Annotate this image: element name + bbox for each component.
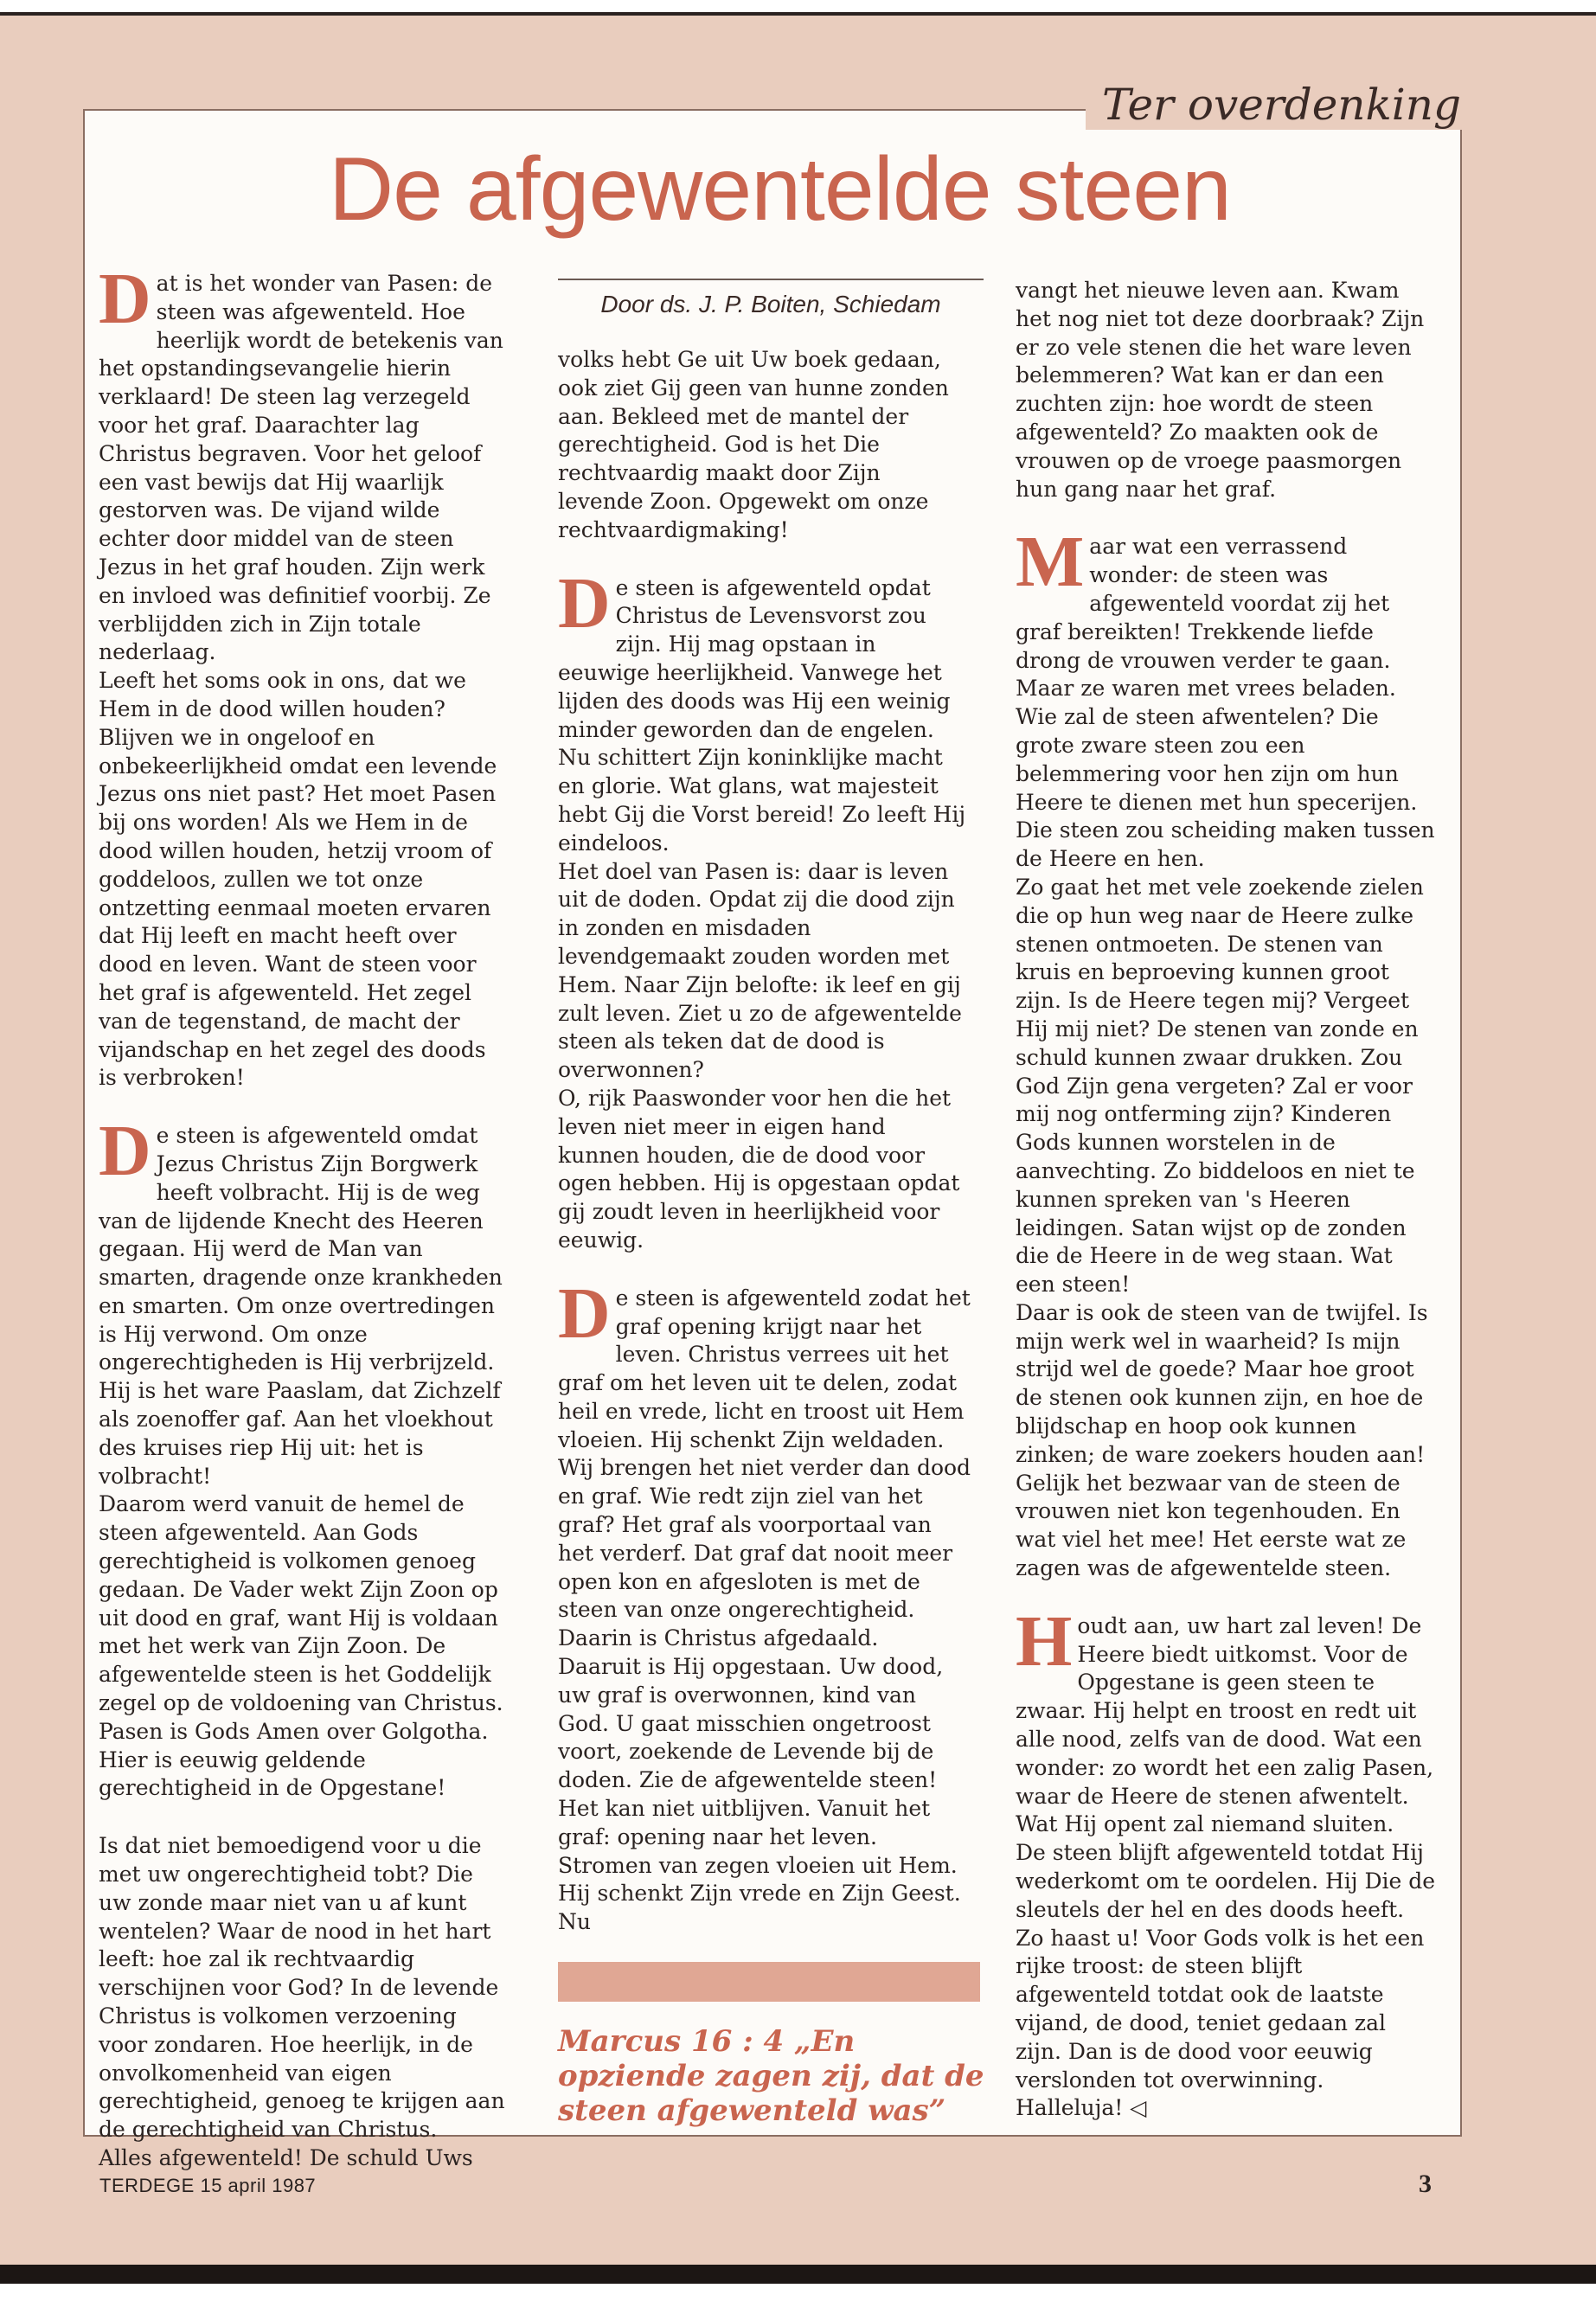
paragraph-text: e steen is afgewenteld omdat Jezus Christus Zijn Borgwerk heeft volbracht. Hij is de weg van de lijdende Knecht des Heeren gegaan. Hij werd de Man van smarten, dragende onze krankheden en smarten. Om onze overtredingen is Hij verwond. Om onze ongerechtigheden is Hij verbrijzeld. Hij is het ware Paaslam, dat Zichzelf als zoenoffer gaf. Aan het vloekhout des kruises riep Hij uit: het is volbracht! bbox=[99, 1123, 503, 1489]
column-1 bbox=[99, 259, 510, 2173]
paragraph: Daaruit is Hij opgestaan. Uw dood, uw graf is overwonnen, kind van God. U gaat misschien ongetroost voort, zoekende de Levende bij de doden. Zie de afgewentelde steen! Het kan niet uitblijven. Vanuit het graf: opening naar het leven. Stromen van zegen vloeien uit Hem. Hij schenkt Zijn vrede en Zijn Geest. Nu bbox=[558, 1654, 961, 1935]
page-number: 3 bbox=[1419, 2170, 1432, 2198]
paragraph: volks hebt Ge uit Uw boek gedaan, ook ziet Gij geen van hunne zonden aan. Bekleed met de mantel der gerechtigheid. God is het Die rechtvaardig maakt door Zijn levende Zoon. Opgewekt om onze rechtvaardigmaking! bbox=[558, 347, 949, 542]
paragraph: Zo gaat het met vele zoekende zielen die op hun weg naar de Heere zulke stenen ontmoeten. De stenen van kruis en beproeving kunnen groot zijn. Is de Heere tegen mij? Vergeet Hij mij niet? De stenen van zonde en schuld kunnen zwaar drukken. Zou God Zijn gena vergeten? Zal er voor mij nog ontferming zijn? Kinderen Gods kunnen worstelen in de aanvechting. Zo biddeloos en niet te kunnen spreken van 's Heeren leidingen. Satan wijst op de zonden die de Heere in de weg staan. Wat een steen! bbox=[1016, 874, 1424, 1298]
paragraph: Daar is ook de steen van de twijfel. Is mijn werk wel in waarheid? Is mijn strijd wel de goede? Maar hoe groot de stenen ook kunnen zijn, en hoe de blijdschap en hoop ook kunnen zinken; de ware zoekers houden aan! Gelijk het bezwaar van de steen de vrouwen niet kon tegenhouden. En wat viel het mee! Het eerste wat ze zagen was de afgewentelde steen. bbox=[1016, 1299, 1428, 1581]
scripture-quote: Marcus 16 : 4 „En opziende zagen zij, dat de steen afgewenteld was” bbox=[558, 2024, 984, 2128]
paragraph bbox=[99, 259, 510, 667]
paragraph: Het doel van Pasen is: daar is leven uit de doden. Opdat zij die dood zijn in zonden en misdaden levendgemaakt zouden worden met Hem. Naar Zijn belofte: ik leef en gij zult leven. Ziet u zo de afgewentelde steen als teken dat de dood is overwonnen? bbox=[558, 858, 962, 1083]
drop-cap: H bbox=[1016, 1600, 1073, 1682]
top-rule bbox=[0, 12, 1596, 16]
section-label: Ter overdenking bbox=[1086, 80, 1465, 130]
publication-footer: TERDEGE 15 april 1987 bbox=[99, 2175, 317, 2196]
author-byline: Door ds. J. P. Boiten, Schiedam bbox=[558, 279, 984, 318]
drop-cap: D bbox=[99, 259, 151, 339]
paragraph-text: e steen is afgewenteld zodat het graf opening krijgt naar het leven. Christus verrees uit het graf om het leven uit te delen, zodat heil en vrede, licht en troost uit Hem vloeien. Hij schenkt Zijn weldaden. Wij brengen het niet verder dan dood en graf. Wie redt zijn ziel van het graf? Het graf als voorportaal van het verderf. Dat graf dat nooit meer open kon en afgesloten is met de steen van onze ongerechtigheid. Daarin is Christus afgedaald. bbox=[558, 1285, 971, 1651]
drop-cap: D bbox=[558, 562, 611, 644]
paragraph-text: aar wat een verrassend wonder: de steen was afgewenteld voordat zij het graf bereikten! Trekkende liefde drong de vrouwen verder te gaan. Maar ze waren met vrees beladen. Wie zal de steen afwentelen? Die grote zware steen zou een belemmering voor hen zijn om hun Heere te dienen met hun specerijen. Die steen zou scheiding maken tussen de Heere en hen. bbox=[1016, 534, 1435, 872]
paragraph-text: e steen is afgewenteld opdat Christus de Levensvorst zou zijn. Hij mag opstaan in eeuwige heerlijkheid. Vanwege het lijden des doods was Hij een weinig minder geworden dan de engelen. Nu schittert Zijn koninklijke macht en glorie. Wat glans, wat majesteit hebt Gij die Vorst bereid! Zo leeft Hij eindeloos. bbox=[558, 574, 966, 856]
paragraph-text: oudt aan, uw hart zal leven! De Heere biedt uitkomst. Voor de Opgestane is geen steen te zwaar. Hij helpt en troost en redt uit alle nood, zelfs van de dood. Wat een wonder: zo wordt het een zalig Pasen, waar de Heere de stenen afwentelt. Wat Hij opent zal niemand sluiten. bbox=[1016, 1612, 1434, 1837]
column-2 bbox=[558, 346, 971, 1937]
quote-bar bbox=[558, 1962, 980, 2002]
paragraph: De steen blijft afgewenteld totdat Hij wederkomt om te oordelen. Hij Die de sleutels der hel en des doods heeft. Zo haast u! Voor Gods volk is het een rijke troost: de steen blijft afgewenteld totdat ook de laatste vijand, de dood, teniet gedaan zal zijn. Dan is de dood voor eeuwig verslonden tot overwinning. Halleluja! ◁ bbox=[1016, 1840, 1436, 2121]
paragraph: vangt het nieuwe leven aan. Kwam het nog niet tot deze doorbraak? Zijn er zo vele stenen die het ware leven belemmeren? Wat kan er dan een zuchten zijn: hoe wordt de steen afgewenteld? Zo maakten ook de vrouwen op de vroege paasmorgen hun gang naar het graf. bbox=[1016, 278, 1425, 502]
paragraph: Is dat niet bemoedigend voor u die met uw ongerechtigheid tobt? Die uw zonde maar niet van u af kunt wentelen? Waar de nood in het hart leeft: hoe zal ik rechtvaardig verschijnen voor God? In de levende Christus is volkomen verzoening voor zondaren. Hoe heerlijk, in de onvolkomenheid van eigen gerechtigheid, genoeg te krijgen aan de gerechtigheid van Christus. bbox=[99, 1833, 505, 2143]
paragraph: Daarom werd vanuit de hemel de steen afgewenteld. Aan Gods gerechtigheid is volkomen genoeg gedaan. De Vader wekt Zijn Zoon op uit dood en graf, want Hij is voldaan met het werk van Zijn Zoon. De afgewentelde steen is het Goddelijk zegel op de voldoening van Christus. Pasen is Gods Amen over Golgotha. Hier is eeuwig geldende gerechtigheid in de Opgestane! bbox=[99, 1491, 503, 1801]
paragraph-text: at is het wonder van Pasen: de steen was afgewenteld. Hoe heerlijk wordt de betekenis van het opstandingsevangelie hierin verklaard! De steen lag verzegeld voor het graf. Daarachter lag Christus begraven. Voor het geloof een vast bewijs dat Hij waarlijk gestorven was. De vijand wilde echter door middel van de steen Jezus in het graf houden. Zijn werk en invloed was definitief voorbij. Ze verblijdden zich in Zijn totale nederlaag. bbox=[99, 271, 503, 665]
article-title: De afgewentelde steen bbox=[329, 139, 1231, 240]
paragraph: Leeft het soms ook in ons, dat we Hem in de dood willen houden? Blijven we in ongeloof en onbekeerlijkheid omdat een levende Jezus ons niet past? Het moet Pasen bij ons worden! Als we Hem in de dood willen houden, hetzij vroom of goddeloos, zullen we tot onze ontzetting eenmaal moeten ervaren dat Hij leeft en macht heeft over dood en leven. Want de steen voor het graf is afgewenteld. Het zegel van de tegenstand, de macht der vijandschap en het zegel des doods is verbroken! bbox=[99, 668, 497, 1091]
bottom-rule bbox=[0, 2265, 1596, 2284]
paragraph bbox=[558, 562, 971, 858]
drop-cap: D bbox=[99, 1111, 151, 1192]
paragraph bbox=[99, 1111, 510, 1490]
paragraph: O, rijk Paaswonder voor hen die het leven niet meer in eigen hand kunnen houden, die de dood voor ogen hebben. Hij is opgestaan opdat gij zoudt leven in heerlijkheid voor eeuwig. bbox=[558, 1085, 960, 1253]
paragraph bbox=[558, 1272, 971, 1653]
drop-cap: D bbox=[558, 1272, 611, 1354]
column-3 bbox=[1016, 277, 1438, 2123]
paragraph bbox=[1016, 522, 1438, 874]
paragraph bbox=[1016, 1600, 1438, 1839]
paragraph: Alles afgewenteld! De schuld Uws bbox=[99, 2145, 473, 2170]
drop-cap: M bbox=[1016, 522, 1085, 603]
